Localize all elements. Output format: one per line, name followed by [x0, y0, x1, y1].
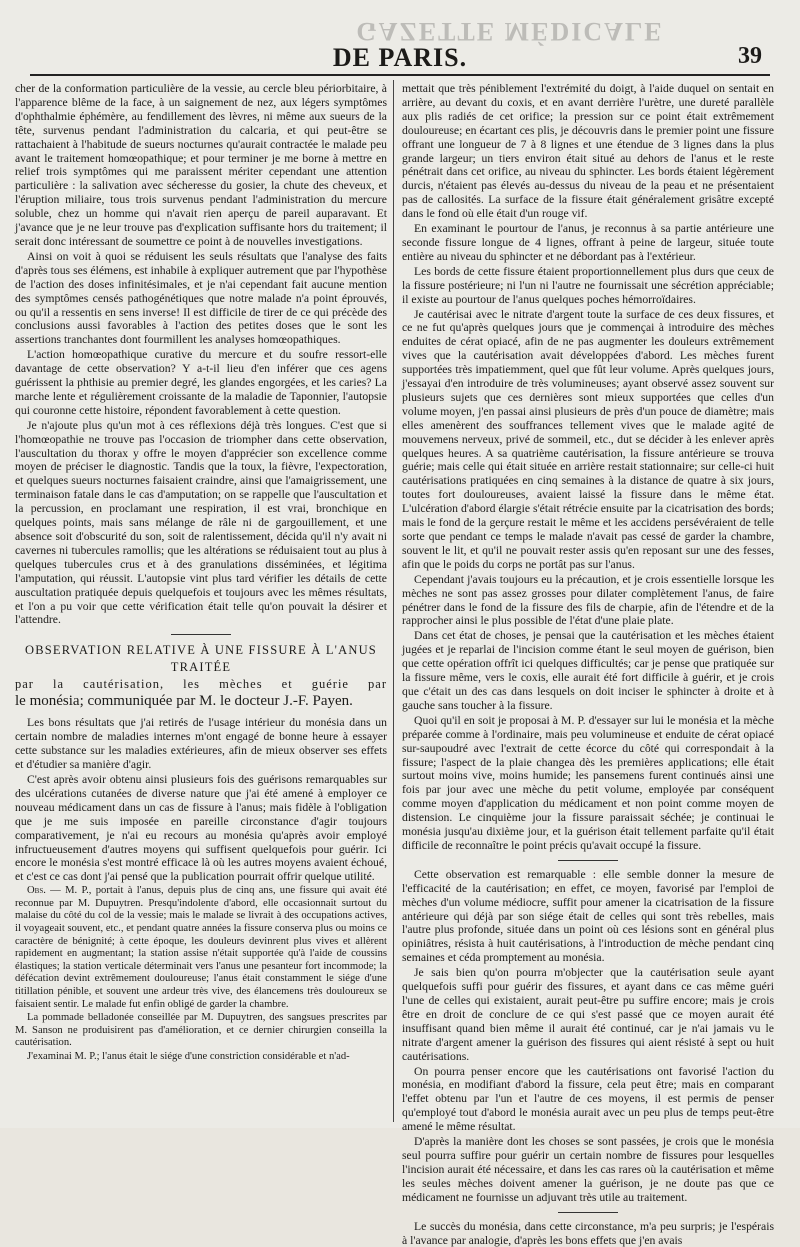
observation-paragraph: La pommade belladonée conseillée par M. Dupuytren, des sangsues prescrites par M. Sanson ne produisirent pas d'amélioration, et ce dernier chirurgien conseilla la cautérisation. [15, 1012, 387, 1049]
article-title-line: le monésia; communiquée par M. le docteur J.-F. Payen. [15, 693, 353, 710]
header-rule [30, 74, 770, 76]
paragraph: Les bons résultats que j'ai retirés de l'usage intérieur du monésia dans un certain nombre de maladies internes m'ont engagé de bonne heure à essayer cette substance sur les maladies extérieures, afin de mieux observer ses effets et d'étudier sa manière d'agir. [15, 716, 387, 772]
mirrored-bleed-through: GAZETTE MÉDICALE [356, 17, 664, 46]
paragraph: Les bords de cette fissure étaient proportionnellement plus durs que ceux de la fissure postérieure; ni l'un ni l'autre ne fournissait une sécrétion appréciable; il existe au pourtour de l'anus quelques poches hémorroïdaires. [402, 264, 774, 306]
article-title-line: par la cautérisation, les mèches et guérie par [15, 677, 387, 692]
paragraph: Cependant j'avais toujours eu la précaution, et je crois essentielle lorsque les mèches ne sont pas assez grosses pour dilater complètement l'anus, de faire pénétrer dans le fond de la fissure des fils de charpie, afin de l'étendre et de la rapprocher ainsi le plus possible de l'état d'une plaie plate. [402, 572, 774, 628]
paragraph: C'est après avoir obtenu ainsi plusieurs fois des guérisons remarquables sur des ulcérations cutanées de diverse nature que j'ai été amené à employer ce nouveau médicament dans un cas de fissure à l'anus; mais fidèle à l'obligation que je me suis imposée en pareille circonstance d'agir toujours comparativement, je n'ai eu recours au monésia qu'après avoir employé infructueusement d'autres moyens qui suffisent quelquefois pour guérir. Ici encore le monésia s'est montré efficace là où les autres moyens avaient échoué, et c'est ce cas dont j'ai pensé que la publication pourrait offrir quelque utilité. [15, 772, 387, 884]
paragraph: D'après la manière dont les choses se sont passées, je crois que le monésia seul pourra suffire pour guérir un certain nombre de fissures pour lesquelles l'incision aurait été nécessaire, et dans les cas rares où la cautérisation et même les seules mèches doivent amener la guérison, je ne doute pas que ce médicament ne fournisse un adjuvant très utile au traitement. [402, 1135, 774, 1204]
paragraph: Cette observation est remarquable : elle semble donner la mesure de l'efficacité de la cautérisation; en effet, ce moyen, favorisé par l'emploi de mèches d'un volume médiocre, suffit pour amener la cicatrisation de la fissure antérieure qui déjà par son siége était de celles qui sont très rebelles, mais l'autre plus profonde, située dans un point où ces lésions sont en général plus opiniâtres, résista à huit cautérisations, à l'introduction de mèche pendant cinq semaines et céda promptement au monésia. [402, 867, 774, 965]
paragraph: mettait que très péniblement l'extrémité du doigt, à l'aide duquel on sentait en arrière, au devant du coxis, et en avant derrière l'urètre, une dureté parallèle aux plis radiés de cet orifice; la pression sur ce point était extrêmement douloureuse; en écartant ces plis, je découvris dans le premier point une fissure offrant une longueur de 7 à 8 lignes et une étendue de 3 lignes dans la plus grande largeur; un tiers environ était situé au dehors de l'anus et le reste pénétrait dans cet orifice, au niveau du sphincter. Les bords étaient légèrement durcis, n'étaient pas élevés au-dessus du niveau de la peau et ne présentaient pas de callosités. La surface de la fissure était généralement grisâtre excepté dans le fond où elle était d'un rouge vif. [402, 82, 774, 221]
paragraph: Le succès du monésia, dans cette circonstance, m'a peu surpris; je l'espérais à l'avance par analogie, d'après les bons effets que j'en avais [402, 1219, 774, 1247]
observation-paragraph: J'examinai M. P.; l'anus était le siége d'une constriction considérable et n'ad- [27, 1050, 350, 1062]
paragraph: Quoi qu'il en soit je proposai à M. P. d'essayer sur lui le monésia et la mèche préparée comme à l'ordinaire, mais peu volumineuse et enduite de cérat opiacé sur-saupoudré avec l'extrait de cette écorce du côté qui correspondait à la fissure; l'aspect de la plaie changea dès les premières applications; elle était surtout moins vive, moins humide; les pansemens furent continués ainsi une fois par jour avec une mèche du petit volume, employée par conséquent comme moyen d'application du médicament et non point comme moyen de distension. Le cinquième jour la fissure paraissait séchée; je continuai le monésia jusqu'au dixième jour, et la guérison était tellement parfaite qu'il était difficile de reconnaître le point précis qu'avait occupé la fissure. [402, 713, 774, 852]
page-number: 39 [738, 43, 762, 69]
observation-paragraph [15, 885, 387, 1011]
article-title-line: OBSERVATION RELATIVE À UNE FISSURE À L'ANUS TRAITÉE [25, 643, 377, 675]
right-column [402, 82, 774, 1247]
left-column [15, 82, 387, 1122]
paragraph: cher de la conformation particulière de la vessie, au cercle bleu périorbitaire, à l'apparence blême de la face, à un saignement de nez, aux légers symptômes d'ophthalmie éphémère, au fendillement des lèvres, ni même aux sueurs de la tête, survenus pendant l'administration du calcaria, et qui peut-être se rattachaient à l'habitude de sueurs nocturnes qu'aurait contractée le malade peu avant le traitement homœopathique; et pour terminer je me borne à mettre en relief trois symptômes qui me paraissent mériter cependant une attention particulière : la salivation avec sécheresse du gosier, la chute des cheveux, et l'éruption miliaire, tous trois survenus pendant l'administration du mercure soluble, chez un homme qui n'avait rien aperçu de pareil auparavant. Et j'avance que je ne leur trouve pas d'explication suffisante hors du traitement; il serait donc intéressant de soumettre ce point à de nouvelles investigations. [15, 82, 387, 248]
paragraph: Ainsi on voit à quoi se réduisent les seuls résultats que l'analyse des faits d'après tous ses élémens, est inhabile à expliquer autrement que par l'hypothèse de l'action des doses infinitésimales, et je n'ai cependant fait aucune mention des symptômes censés pathogénétiques que notre malade n'a point éprouvés, ou qu'il a ressentis en sens inverse! Il est difficile de tirer de ce qui précède des conclusions aussi favorables à l'action des petites doses que le sont les assertions tranchantes dont fourmillent les analyses homœopathiques. [15, 249, 387, 347]
paragraph: Je cautérisai avec le nitrate d'argent toute la surface de ces deux fissures, et ce ne fut qu'après quelques jours que je commençai à introduire des mèches enduites de cérat opiacé, afin de ne pas augmenter les douleurs extrêmement vives que la cautérisation avait développées d'abord. Les mèches furent supportées très impatiemment, quel que fût leur volume. Après quelques jours, j'essayai d'en introduire de très volumineuses; ayant observé assez souvent sur plusieurs sujets que ces dernières sont mieux supportées que celles d'un volume moyen, j'en passai ainsi plusieurs de près d'un pouce de diamètre; mais elles amenèrent des souffrances tellement vives que le malade agité de mouvemens nerveux, privé de sommeil, etc., dut se décider à les enlever après quelques heures. A sa quatrième cautérisation, la fissure antérieure se trouva guérie; mais celle qui était située en arrière restait stationnaire; sur celle-ci huit cautérisations pratiquées en cinq semaines à la distance de quatre à six jours, toutes fort douloureuses, avaient laissé la fissure dans le même état. L'ulcération d'abord élargie s'était rétrécie ensuite par la cicatrisation des bords; mais le fond de la gerçure restait le même et les accidens persévéraient de telle sorte que pendant ce temps le malade n'avait pas cessé de garder la chambre, souvent le lit, et qu'il ne pouvait rester assis qu'en reposant sur une des fesses, afin que le poids du corps ne portât pas sur l'anus. [402, 307, 774, 571]
article-title [15, 642, 387, 710]
column-divider [393, 80, 394, 1122]
section-separator [171, 634, 231, 635]
paragraph: Je sais bien qu'on pourra m'objecter que la cautérisation seule ayant quelquefois suffi pour guérir des fissures, et ayant dans ce cas même guéri l'une de celles qui existaient, aurait peut-être pu suffire encore; mais je crois être en droit de conclure de ce qui s'est passé que ce moyen aurait été insuffisant quand bien même il aurait été continué, car je n'ai jamais vu le nitrate d'argent amener la guérison des fissures qui aient résisté à sept ou huit cautérisations. [402, 966, 774, 1063]
section-separator [558, 1212, 618, 1213]
paragraph: En examinant le pourtour de l'anus, je reconnus à sa partie antérieure une seconde fissure longue de 4 lignes, offrant à peine de largeur, située toute entière au niveau du sphincter et ne débordant pas à l'extérieur. [402, 222, 774, 263]
paragraph: Dans cet état de choses, je pensai que la cautérisation et les mèches étaient jugées et je reparlai de l'incision comme étant le seul moyen de guérison, bien que cette opération offrît ici quelques difficultés; car je pense que pratiquée sur la fissure même, vers le coxis, elle aurait été fort difficile à guérir, et je crois que c'était un des cas dans lesquels on doit inciser le sphincter à droite et à gauche sans toucher à la fissure. [402, 629, 774, 712]
paragraph: Je n'ajoute plus qu'un mot à ces réflexions déjà très longues. C'est que si l'homœopathie ne trouve pas l'occasion de triompher dans cette observation, l'auscultation du thorax y offre le moyen d'apprécier son excellence comme moyen de préciser le diagnostic. Tandis que la toux, la fièvre, l'expectoration, et quelques sueurs nocturnes faisaient craindre, ainsi que l'amaigrissement, une terminaison fatale dans le cas d'amputation; on se rappelle que l'auscultation et la percussion, en proclamant une respiration, il est vrai, bronchique en quelques points, mais sans mélange de râle ni de gargouillement, et une absence soit d'obscurité du son, soit de ralentissement, décida qu'il n'y avait ni cavernes ni tubercules ramollis; que les altérations se réduisaient tout au plus à quelques tubercules crus et à des granulations disséminées, et légitima l'amputation, qui réussit. L'autopsie vint plus tard vérifier les détails de cette auscultation pratiquée depuis quelquefois et toujours avec les mêmes résultats, et l'on a pu voir que cette vérification était telle qu'on pouvait la désirer et l'attendre. [15, 418, 387, 627]
observation-text: — M. P., portait à l'anus, depuis plus de cinq ans, une fissure qui avait été reconnue par M. Dupuytren. Presqu'indolente d'abord, elle occasionnait surtout du malaise du côté du col de la vessie; mais le malade se livrait à des occupations actives, il voyageait souvent, etc., et pendant quatre années la fissure conserva plus ou moins ce caractère de bénignité; à cette époque, les douleurs devinrent plus vives et allèrent rapidement en augmentant; la station assise n'était supportée qu'à l'aide de coussins élastiques; la station verticale déterminait vers l'anus une pesanteur fort incommode; la défécation devint extrêmement douloureuse; l'anus était constamment le siége d'une titillation pénible, et souvent une ardeur très vive, des élancemens très douloureux se faisaient sentir. Le malade fut enfin obligé de garder la chambre. [15, 885, 387, 1010]
running-head-title: DE PARIS. [332, 43, 468, 72]
paragraph: L'action homœopathique curative du mercure et du soufre ressort-elle davantage de cette observation? Y a-t-il lieu d'en inférer que ces agens guérissent la phthisie au premier degré, les glandes engorgées, et les caries? La marche lente et régulièrement croissante de la maladie de Taponnier, l'autopsie qui couronne cette histoire, répondent favorablement à cette question. [15, 348, 387, 417]
observation-label: Obs. [27, 885, 46, 897]
section-separator [558, 860, 618, 861]
paragraph: On pourra penser encore que les cautérisations ont favorisé l'action du monésia, en modifiant d'abord la fissure, cela peut être; mais en comparant l'effet obtenu par l'un et l'autre de ces moyens, il est permis de penser qu'employé tout d'abord le monésia aurait avec un peu plus de temps peut-être amené le même résultat. [402, 1064, 774, 1134]
